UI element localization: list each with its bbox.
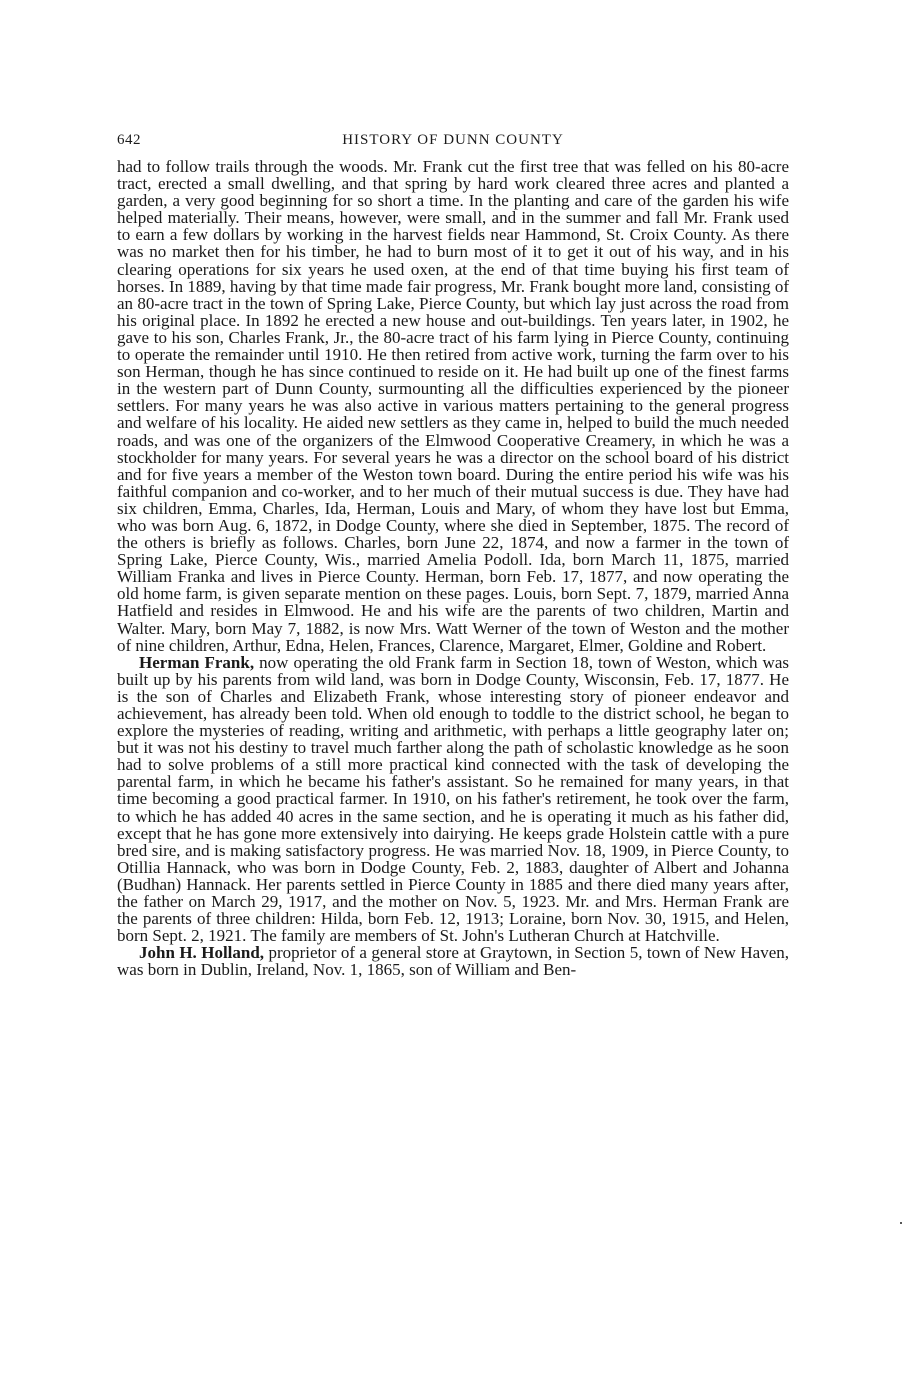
paragraph-frank-continuation — [117, 158, 789, 654]
paragraph-text: proprietor of a general store at Graytown, in Section 5, town of New Haven, was born in Dublin, Ireland, Nov. 1, 1865, son of William and Ben- — [117, 943, 789, 980]
entry-name: Herman Frank, — [139, 652, 255, 672]
running-title: HISTORY OF DUNN COUNTY — [342, 132, 564, 148]
margin-speck — [900, 1222, 902, 1224]
body-text — [117, 158, 789, 979]
paragraph-text: had to follow trails through the woods. Mr. Frank cut the first tree that was felled on his 80-acre tract, erected a small dwelling, and that spring by hard work cleared three acres and planted a garden, a very good beginning for so short a time. In the planting and care of the garden his wife helped materially. Their means, however, were small, and in the summer and fall Mr. Frank used to earn a few dollars by working in the harvest fields near Hammond, St. Croix County. As there was no market then for his timber, he had to burn most of it to get it out of his way, and in his clearing operations for six years he used oxen, at the end of that time buying his first team of horses. In 1889, having by that time made fair progress, Mr. Frank bought more land, consisting of an 80-acre tract in the town of Spring Lake, Pierce County, but which lay just across the road from his original place. In 1892 he erected a new house and out-buildings. Ten years later, in 1902, he gave to his son, Charles Frank, Jr., the 80-acre tract of his farm lying in Pierce County, continuing to operate the remainder until 1910. He then retired from active work, turning the farm over to his son Herman, though he has since continued to reside on it. He had built up one of the finest farms in the western part of Dunn County, surmounting all the difficulties experienced by the pioneer settlers. For many years he was also active in various matters pertaining to the general progress and welfare of his locality. He aided new settlers as they came in, helped to build the much needed roads, and was one of the organizers of the Elmwood Cooperative Creamery, in which he was a stockholder for many years. For several years he was a director on the school board of his district and for five years a member of the Weston town board. During the entire period his wife was his faithful companion and co-worker, and to her much of their mutual success is due. They have had six children, Emma, Charles, Ida, Herman, Louis and Mary, of whom they have lost but Emma, who was born Aug. 6, 1872, in Dodge County, where she died in September, 1875. The record of the others is briefly as follows. Charles, born June 22, 1874, and now a farmer in the town of Spring Lake, Pierce County, Wis., married Amelia Podoll. Ida, born March 11, 1875, married William Franka and lives in Pierce County. Herman, born Feb. 17, 1877, and now operating the old home farm, is given separate mention on these pages. Louis, born Sept. 7, 1879, married Anna Hatfield and resides in Elmwood. He and his wife are the parents of two children, Martin and Walter. Mary, born May 7, 1882, is now Mrs. Watt Werner of the town of Weston and the mother of nine children, Arthur, Edna, Helen, Frances, Clarence, Margaret, Elmer, Goldine and Robert. — [117, 157, 789, 655]
paragraph-text: now operating the old Frank farm in Section 18, town of Weston, which was built up by his parents from wild land, was born in Dodge County, Wisconsin, Feb. 17, 1877. He is the son of Charles and Elizabeth Frank, whose interesting story of pioneer endeavor and achievement, has already been told. When old enough to toddle to the district school, he began to explore the mysteries of reading, writing and arithmetic, with perhaps a little geography later on; but it was not his destiny to travel much farther along the path of scholastic knowledge as he soon had to solve problems of a still more practical kind connected with the task of developing the parental farm, in which he became his father's assistant. So he remained for many years, in that time becoming a good practical farmer. In 1910, on his father's retirement, he took over the farm, to which he has added 40 acres in the same section, and he is operating it much as his father did, except that he has gone more extensively into dairying. He keeps grade Holstein cattle with a pure bred sire, and is making satisfactory progress. He was married Nov. 18, 1909, in Pierce County, to Otillia Hannack, who was born in Dodge County, Feb. 2, 1883, daughter of Albert and Johanna (Budhan) Hannack. Her parents settled in Pierce County in 1885 and there died many years after, the father on March 29, 1917, and the mother on Nov. 5, 1923. Mr. and Mrs. Herman Frank are the parents of three children: Hilda, born Feb. 12, 1913; Loraine, born Nov. 30, 1915, and Helen, born Sept. 2, 1921. The family are members of St. John's Lutheran Church at Hatchville. — [117, 652, 789, 946]
paragraph-john-holland — [117, 944, 789, 978]
running-head — [117, 132, 789, 158]
entry-name: John H. Holland, — [139, 943, 265, 963]
page-number: 642 — [117, 132, 141, 148]
book-page — [117, 132, 789, 979]
paragraph-herman-frank — [117, 654, 789, 945]
